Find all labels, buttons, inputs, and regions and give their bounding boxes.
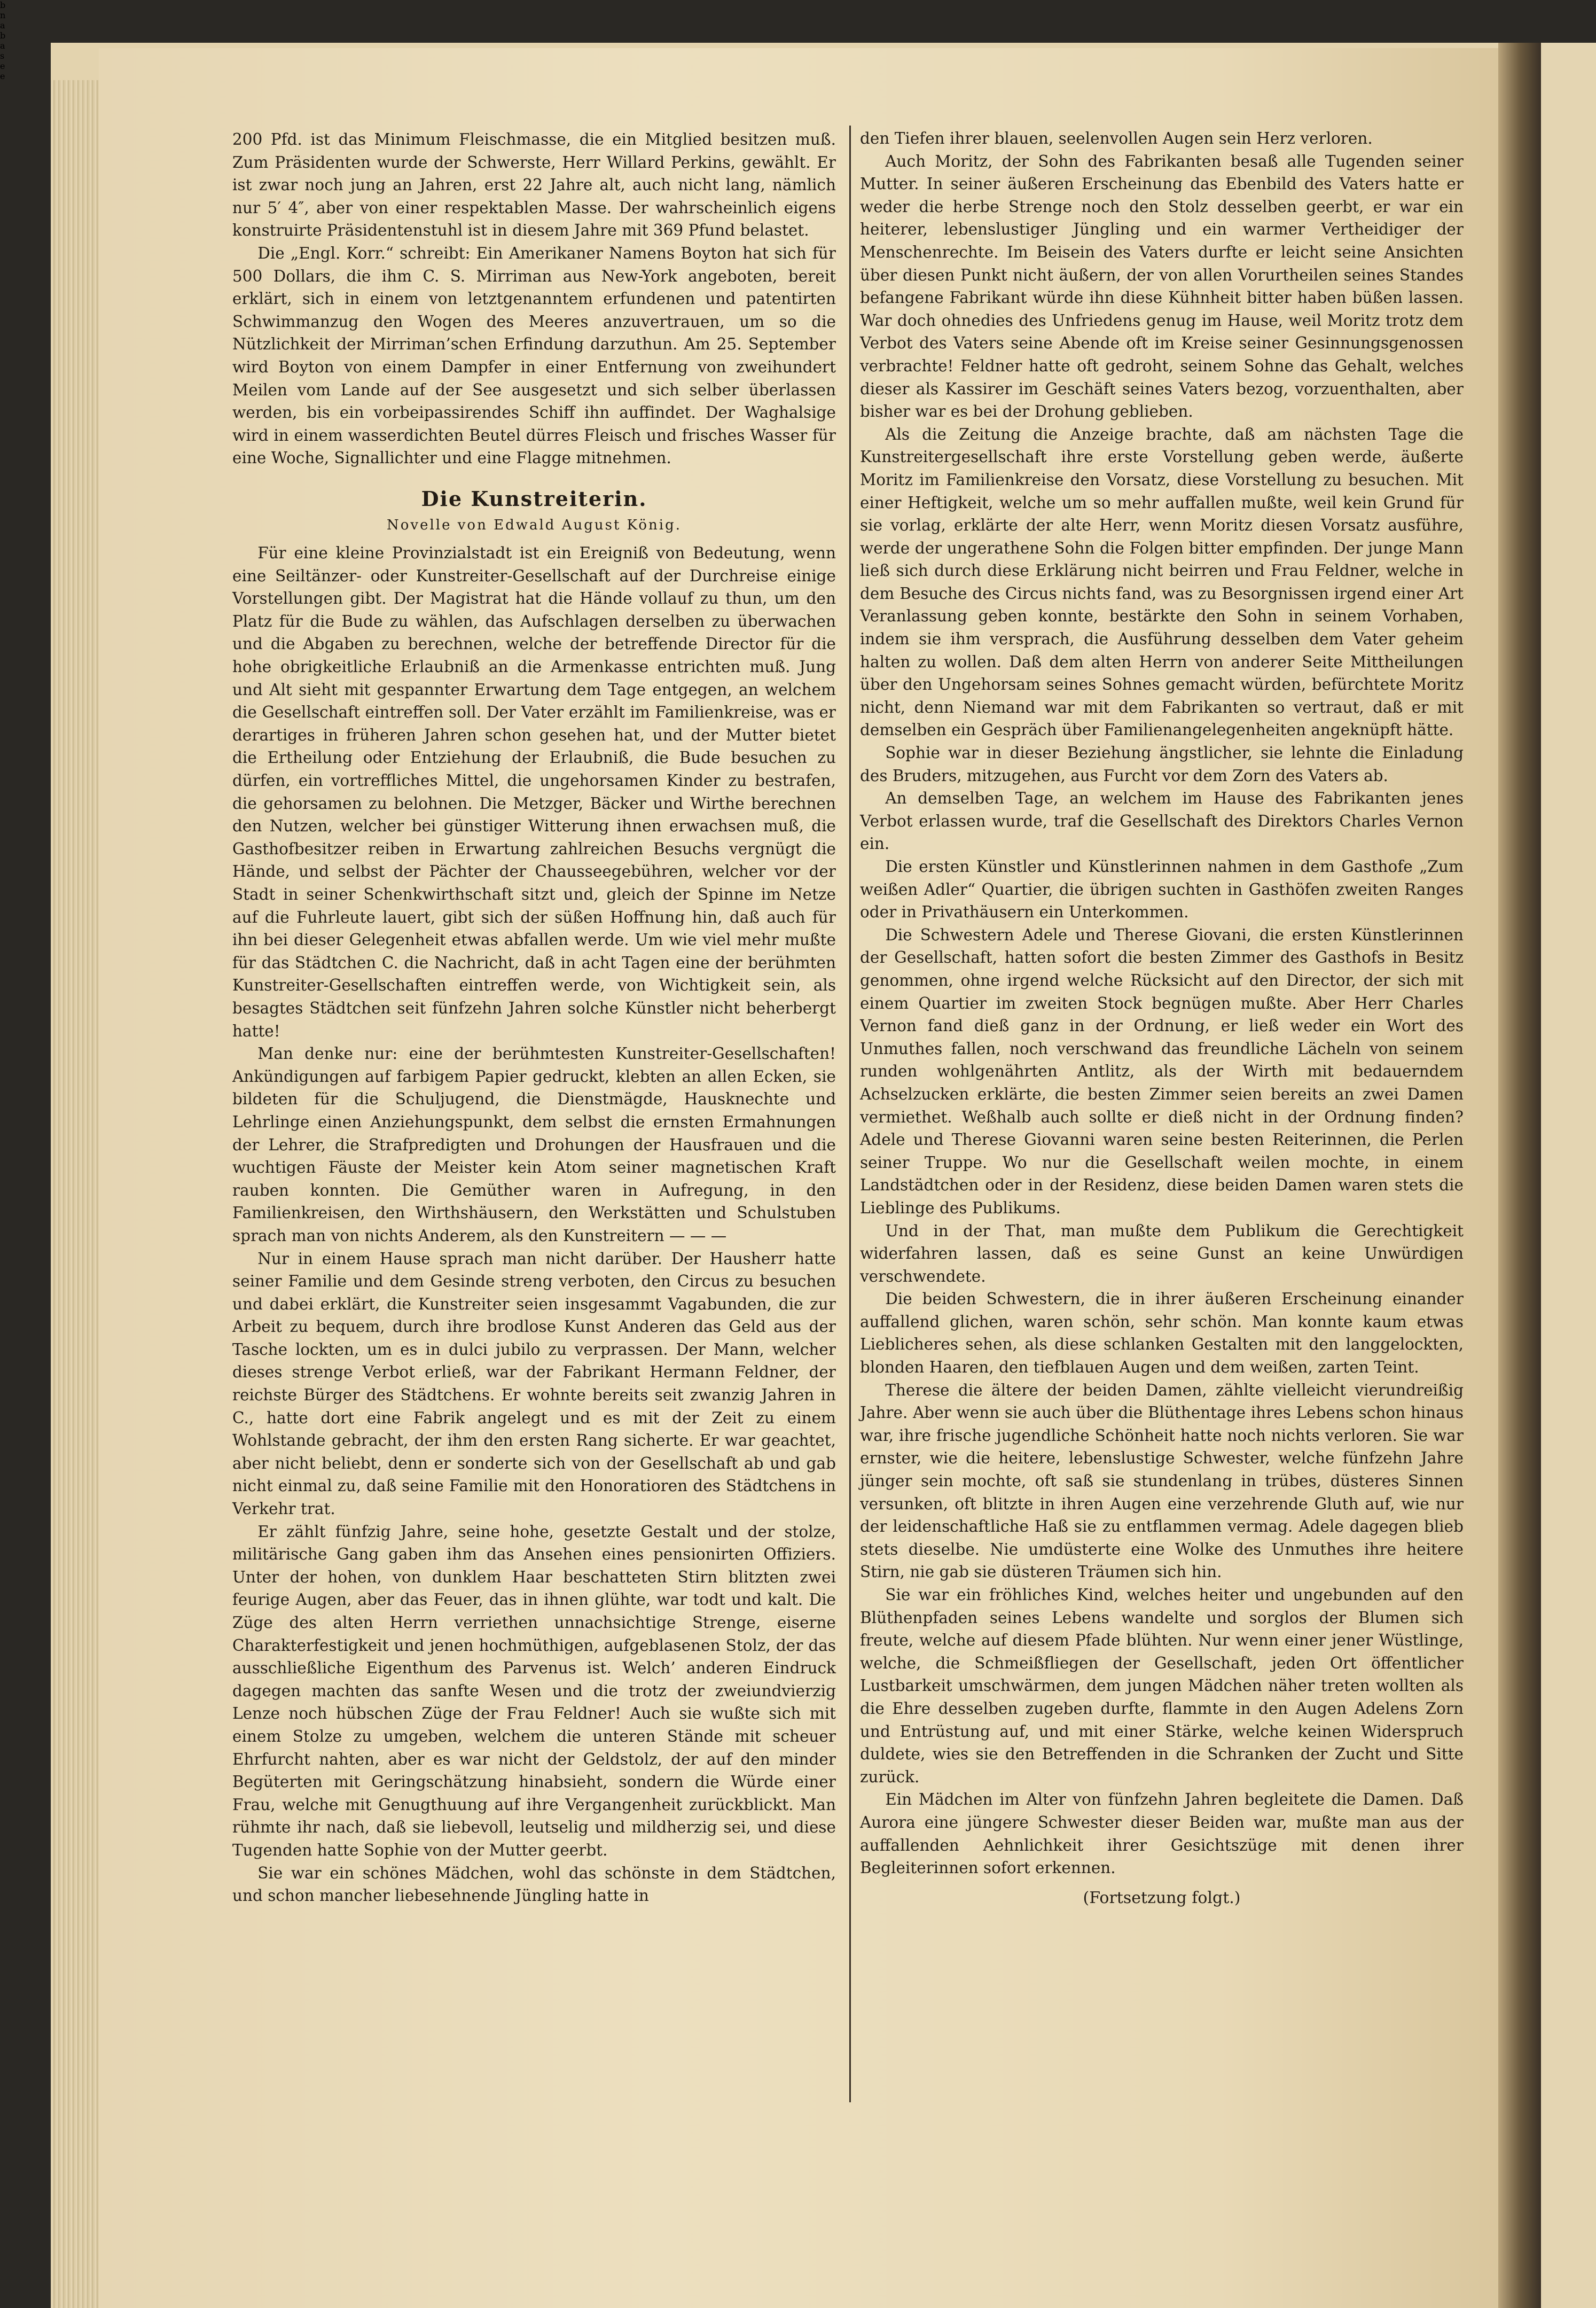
next-page-fragment: a — [0, 41, 5, 51]
paragraph: Ein Mädchen im Alter von fünfzehn Jahren begleitete die Damen. Daß Aurora eine jüngere Schwester dieser Beiden war, mußte man aus der auffallenden Aehnlichkeit ihrer Gesichtszüge mit denen ihrer Begleiterinnen sofort erkennen. — [860, 1790, 1464, 1877]
paragraph: Man denke nur: eine der berühmtesten Kunstreiter-Gesellschaften! Ankündigungen auf farbigem Papier gedruckt, klebten an allen Ecken, sie bildeten für die Schuljugend, die Dienstmägde, Hausknechte und Lehrlinge einen Anziehungspunkt, dem selbst die ernsten Ermahnungen der Lehrer, die Strafpredigten und Drohungen der Hausfrauen und die wuchtigen Fäuste der Meister kein Atom seiner magnetischen Kraft rauben konnten. Die Gemüther waren in Aufregung, in den Familienkreisen, den Wirthshäusern, den Werkstätten und Schulstuben sprach man von nichts Anderem, als den Kunstreitern — — — — [232, 1044, 836, 1245]
next-page-fragment: a — [0, 20, 5, 30]
paragraph: Die ersten Künstler und Künstlerinnen nahmen in dem Gasthofe „Zum weißen Adler“ Quartier, die übrigen suchten in Gasthöfen zweiten Ranges oder in Privathäusern ein Unterkommen. — [860, 857, 1464, 922]
paragraph: An demselben Tage, an welchem im Hause des Fabrikanten jenes Verbot erlassen wurde, traf die Gesellschaft des Direktors Charles Vernon ein. — [860, 789, 1464, 853]
paragraph: Sophie war in dieser Beziehung ängstlicher, sie lehnte die Einladung des Bruders, mitzugehen, aus Furcht vor dem Zorn des Vaters ab. — [860, 744, 1464, 785]
paragraph: Nur in einem Hause sprach man nicht darüber. Der Hausherr hatte seiner Familie und dem Gesinde streng verboten, den Circus zu besuchen und dabei erklärt, die Kunstreiter seien insgesammt Vagabunden, die zur Arbeit zu bequem, durch ihre brodlose Kunst Anderen das Geld aus der Tasche lockten, um es in dulci jubilo zu verprassen. Der Mann, welcher dieses strenge Verbot erließ, war der Fabrikant Hermann Feldner, der reichste Bürger des Städtchens. Er wohnte bereits seit zwanzig Jahren in C., hatte dort eine Fabrik angelegt und es mit der Zeit zu einem Wohlstande gebracht, der ihm den ersten Rang sicherte. Er war geachtet, aber nicht beliebt, denn er sonderte sich von der Gesellschaft ab und gab nicht einmal zu, daß seine Familie mit den Honoratioren des Städtchens in Verkehr trat. — [232, 1249, 836, 1518]
next-page-strip — [1541, 43, 1596, 2308]
left-column — [232, 128, 836, 1907]
story-title: Die Kunstreiterin. — [421, 486, 647, 511]
next-page-fragment: b — [0, 0, 6, 10]
paragraph: Auch Moritz, der Sohn des Fabrikanten besaß alle Tugenden seiner Mutter. In seiner äußeren Erscheinung das Ebenbild des Vaters hatte er weder die herbe Strenge noch den Stolz desselben geerbt, er war ein heiterer, lebenslustiger Jüngling und ein warmer Vertheidiger der Menschenrechte. Im Beisein des Vaters durfte er leicht seine Ansichten über diesen Punkt nicht äußern, der von allen Vorurtheilen seines Standes befangene Fabrikant würde ihn diese Kühnheit bitter haben büßen lassen. War doch ohnedies des Unfriedens genug im Hause, weil Moritz trotz dem Verbot des Vaters seine Abende oft im Kreise seiner Gesinnungsgenossen verbrachte! Feldner hatte oft gedroht, seinem Sohne das Gehalt, welches dieser als Kassirer im Geschäft seines Vaters bezog, vorzuenthalten, aber bisher war es bei der Drohung geblieben. — [860, 152, 1464, 421]
next-page-fragment: e — [0, 61, 5, 71]
page-edges — [51, 80, 100, 2308]
paragraph: Für eine kleine Provinzialstadt ist ein Ereigniß von Bedeutung, wenn eine Seiltänzer- oder Kunstreiter-Gesellschaft auf der Durchreise einige Vorstellungen gibt. Der Magistrat hat die Hände vollauf zu thun, um den Platz für die Bude zu wählen, das Aufschlagen derselben zu überwachen und die Abgaben zu berechnen, welche der betreffende Director für die hohe obrigkeitliche Erlaubniß an die Armenkasse entrichten muß. Jung und Alt sieht mit gespannter Erwartung dem Tage entgegen, an welchem die Gesellschaft eintreffen soll. Der Vater erzählt im Familienkreise, was er derartiges in früheren Jahren schon gesehen hat, und der Mutter bietet die Ertheilung oder Entziehung der Erlaubniß, die Bude besuchen zu dürfen, ein vortreffliches Mittel, die ungehorsamen Kinder zu bestrafen, die gehorsamen zu belohnen. Die Metzger, Bäcker und Wirthe berechnen den Nutzen, welcher bei günstiger Witterung ihnen erwachsen muß, die Gasthofbesitzer reiben in Erwartung zahlreichen Besuchs vergnügt die Hände, und selbst der Pächter der Chausseegebühren, welcher vor der Stadt in seiner Schenkwirthschaft sitzt und, gleich der Spinne im Netze auf die Fuhrleute lauert, gibt sich der süßen Hoffnung hin, daß auch für ihn bei dieser Gelegenheit etwas abfallen werde. Um wie viel mehr mußte für das Städtchen C. die Nachricht, daß in acht Tagen eine der berühmten Kunstreiter-Gesellschaften eintreffen werde, von Wichtigkeit sein, als besagtes Städtchen seit fünfzehn Jahren solche Künstler nicht beherbergt hatte! — [232, 544, 836, 1040]
column-rule — [849, 126, 851, 2102]
paragraph: Er zählt fünfzig Jahre, seine hohe, gesetzte Gestalt und der stolze, militärische Gang gaben ihm das Ansehen eines pensionirten Offiziers. Unter der hohen, von dunklem Haar beschatteten Stirn blitzten zwei feurige Augen, aber das Feuer, das in ihnen glühte, war todt und kalt. Die Züge des alten Herrn verriethen unnachsichtige Strenge, eiserne Charakterfestigkeit und jenen hochmüthigen, aufgeblasenen Stolz, der das ausschließliche Eigenthum des Parvenus ist. Welch’ anderen Eindruck dagegen machten das sanfte Wesen und die trotz der zweiundvierzig Lenze noch hübschen Züge der Frau Feldner! Auch sie wußte sich mit einem Stolze zu umgeben, welchem die unteren Stände mit scheuer Ehrfurcht nahten, aber es war nicht der Geldstolz, der auf den minder Begüterten mit Geringschätzung hinabsieht, sondern die Würde einer Frau, welche mit Genugthuung auf ihre Vergangenheit zurückblickt. Man rühmte ihr nach, daß sie liebevoll, leutselig und mildherzig sei, und diese Tugenden hatte Sophie von der Mutter geerbt. — [232, 1522, 836, 1859]
paragraph: den Tiefen ihrer blauen, seelenvollen Augen sein Herz verloren. — [860, 129, 1373, 147]
continuation-note: (Fortsetzung folgt.) — [1083, 1888, 1241, 1907]
next-page-fragment: b — [0, 30, 6, 41]
paragraph: 200 Pfd. ist das Minimum Fleischmasse, die ein Mitglied besitzen muß. Zum Präsidenten wurde der Schwerste, Herr Willard Perkins, gewählt. Er ist zwar noch jung an Jahren, erst 22 Jahre alt, auch nicht lang, nämlich nur 5′ 4″, aber von einer respektablen Masse. Der wahrscheinlich eigens konstruirte Präsidentenstuhl ist in diesem Jahre mit 369 Pfund belastet. — [232, 130, 836, 240]
next-page-fragment: s — [0, 51, 5, 61]
next-page-fragment: n — [0, 10, 6, 20]
paragraph: Sie war ein schönes Mädchen, wohl das schönste in dem Städtchen, und schon mancher liebesehnende Jüngling hatte in — [232, 1863, 836, 1905]
paragraph: Die „Engl. Korr.“ schreibt: Ein Amerikaner Namens Boyton hat sich für 500 Dollars, die ihm C. S. Mirriman aus New-York angeboten, bereit erklärt, sich in einem von letztgenanntem erfundenen und patentirten Schwimmanzug den Wogen des Meeres anzuvertrauen, um so die Nützlichkeit der Mirriman’schen Erfindung darzuthun. Am 25. September wird Boyton von einem Dampfer in einer Entfernung von zweihundert Meilen vom Lande auf der See ausgesetzt und sich selber überlassen werden, bis ein vorbeipassirendes Schiff ihn auffindet. Der Waghalsige wird in einem wasserdichten Beutel dürres Fleisch und frisches Wasser für eine Woche, Signallichter und eine Flagge mitnehmen. — [232, 244, 836, 467]
book-gutter — [1498, 43, 1541, 2308]
paragraph: Sie war ein fröhliches Kind, welches heiter und ungebunden auf den Blüthenpfaden seines Lebens wandelte und sorglos der Blumen sich freute, welche auf diesem Pfade blühten. Nur wenn einer jener Wüstlinge, welche, die Schmeißfliegen der Gesellschaft, jeden Ort öffentlicher Lustbarkeit umschwärmen, dem jungen Mädchen näher treten wollten als die Ehre desselben zugeben durfte, flammte in den Augen Adelens Zorn und Entrüstung auf, und mit einer Stärke, welche keinen Widerspruch duldete, wies sie den Betreffenden in die Schranken der Zucht und Sitte zurück. — [860, 1586, 1464, 1786]
next-page-fragment: e — [0, 71, 5, 81]
paragraph: Die Schwestern Adele und Therese Giovani, die ersten Künstlerinnen der Gesellschaft, hatten sofort die besten Zimmer des Gasthofs in Besitz genommen, ohne irgend welche Rücksicht auf den Director, der sich mit einem Quartier im zweiten Stock begnügen mußte. Aber Herr Charles Vernon fand dieß ganz in der Ordnung, er ließ weder ein Wort des Unmuthes fallen, noch verschwand das freundliche Lächeln von seinem runden wohlgenährten Antlitz, als der Wirth mit bedauerndem Achselzucken erklärte, die besten Zimmer seien bereits an zwei Damen vermiethet. Weßhalb auch sollte er dieß nicht in der Ordnung finden? Adele und Therese Giovanni waren seine besten Reiterinnen, die Perlen seiner Truppe. Wo nur die Gesellschaft weilen mochte, in einem Landstädtchen oder in der Residenz, diese beiden Damen waren stets die Lieblinge des Publikums. — [860, 925, 1464, 1217]
paragraph: Die beiden Schwestern, die in ihrer äußeren Erscheinung einander auffallend glichen, waren schön, sehr schön. Man konnte kaum etwas Lieblicheres sehen, als diese schlanken Gestalten mit den langgelockten, blonden Haaren, den tiefblauen Augen und dem weißen, zarten Teint. — [860, 1290, 1464, 1377]
paragraph: Therese die ältere der beiden Damen, zählte vielleicht vierundreißig Jahre. Aber wenn sie auch über die Blüthentage ihres Lebens schon hinaus war, ihre frische jugendliche Schönheit hatte noch nichts verloren. Sie war ernster, wie die heitere, lebenslustige Schwester, welche fünfzehn Jahre jünger sein mochte, oft saß sie stundenlang in trübes, düsteres Sinnen versunken, oft blitzte in ihren Augen eine verzehrende Gluth auf, wie nur der leidenschaftliche Haß sie zu entflammen vermag. Adele dagegen blieb stets dieselbe. Nie umdüsterte eine Wolke des Unmuthes ihre heitere Stirn, nie gab sie düsteren Träumen sich hin. — [860, 1381, 1464, 1581]
right-column — [860, 127, 1464, 1909]
story-subtitle: Novelle von Edwald August König. — [386, 517, 682, 533]
paragraph: Und in der That, man mußte dem Publikum die Gerechtigkeit widerfahren lassen, daß es seine Gunst an keine Unwürdigen verschwendete. — [860, 1221, 1464, 1285]
paragraph: Als die Zeitung die Anzeige brachte, daß am nächsten Tage die Kunstreitergesellschaft ihre erste Vorstellung geben werde, äußerte Moritz im Familienkreise den Vorsatz, diese Vorstellung zu besuchen. Mit einer Heftigkeit, welche um so mehr auffallen mußte, weil kein Grund für sie vorlag, erklärte der alte Herr, wenn Moritz diesen Vorsatz ausführe, werde der ungerathene Sohn die Folgen bitter empfinden. Der junge Mann ließ sich durch diese Erklärung nicht beirren und Frau Feldner, welche in dem Besuche des Circus nichts fand, was zu Besorgnissen irgend einer Art Veranlassung geben konnte, bestärkte den Sohn in seinem Vorhaben, indem sie ihm versprach, die Ausführung desselben dem Vater geheim halten zu wollen. Daß dem alten Herrn von anderer Seite Mittheilungen über den Ungehorsam seines Sohnes gemacht würden, befürchtete Moritz nicht, denn Niemand war mit dem Fabrikanten so vertraut, daß er mit demselben ein Gespräch über Familienangelegenheiten angeknüpft hätte. — [860, 425, 1464, 739]
